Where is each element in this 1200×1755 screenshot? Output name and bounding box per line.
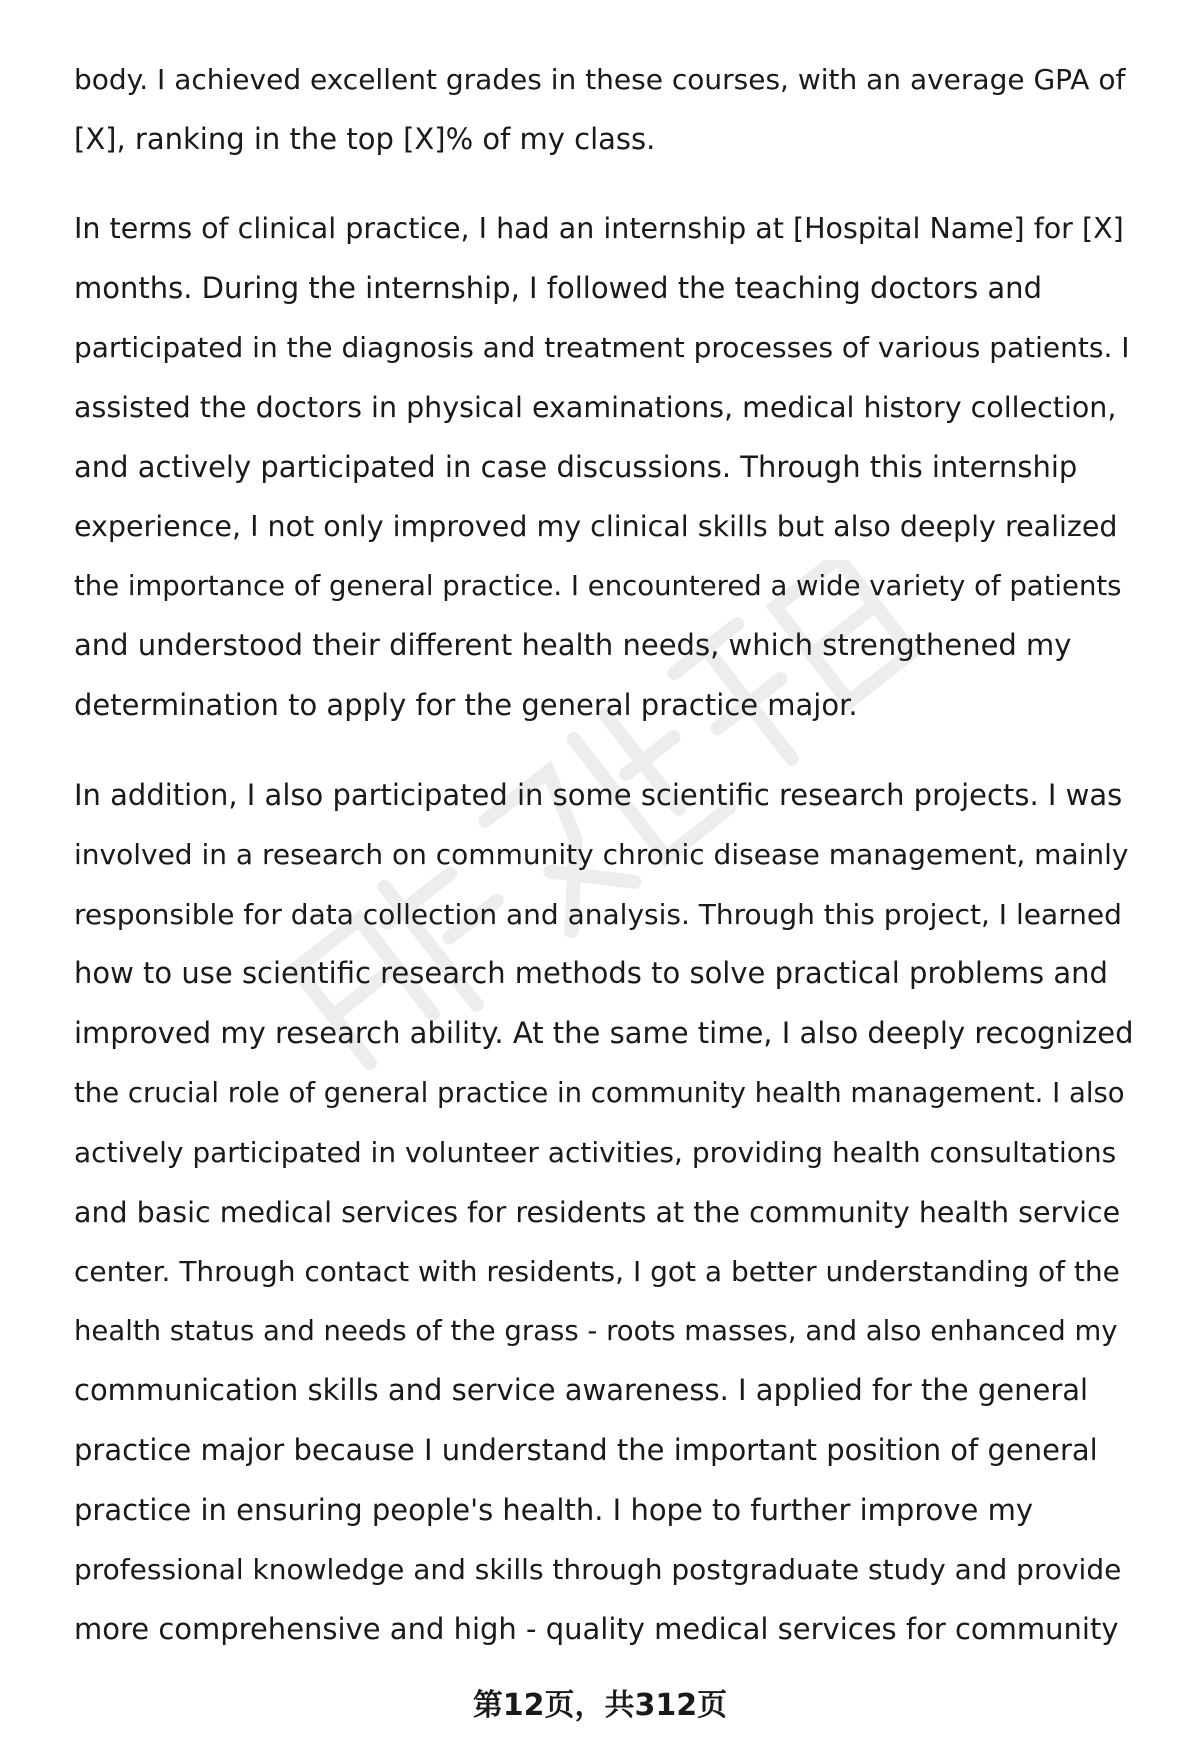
paragraph-clinical-practice bbox=[74, 199, 1134, 735]
text-line: practice in ensuring people's health. I hope to further improve my bbox=[74, 1492, 1033, 1527]
text-line: In addition, I also participated in some scientific research projects. I was bbox=[74, 777, 1123, 812]
text-line: determination to apply for the general practice major. bbox=[74, 687, 858, 722]
text-line: In terms of clinical practice, I had an internship at [Hospital Name] for [X] bbox=[74, 212, 1124, 246]
text-line: body. I achieved excellent grades in these courses, with an average GPA of bbox=[74, 63, 1126, 96]
text-line: and understood their different health needs, which strengthened my bbox=[74, 628, 1072, 663]
text-line: practice major because I understand the important position of general bbox=[74, 1433, 1098, 1468]
text-line: how to use scientific research methods to solve practical problems and bbox=[74, 956, 1108, 991]
text-line: the importance of general practice. I encountered a wide variety of patients bbox=[74, 569, 1122, 602]
text-line: more comprehensive and high - quality medical services for community bbox=[74, 1611, 1119, 1646]
text-line: health status and needs of the grass - roots masses, and also enhanced my bbox=[74, 1314, 1118, 1347]
text-line: participated in the diagnosis and treatment processes of various patients. I bbox=[74, 331, 1130, 365]
text-line: communication skills and service awareness. I applied for the general bbox=[74, 1373, 1089, 1408]
text-line: and basic medical services for residents at the community health service bbox=[74, 1195, 1121, 1229]
text-line: center. Through contact with residents, I got a better understanding of the bbox=[74, 1255, 1120, 1289]
paragraph-academics bbox=[74, 50, 1134, 169]
text-line: [X], ranking in the top [X]% of my class. bbox=[74, 121, 656, 156]
text-line: the crucial role of general practice in community health management. I also bbox=[74, 1076, 1125, 1109]
text-line: improved my research ability. At the same time, I also deeply recognized bbox=[74, 1015, 1134, 1050]
text-line: months. During the internship, I followed the teaching doctors and bbox=[74, 270, 1042, 305]
paragraph-research-volunteering bbox=[74, 766, 1134, 1660]
document-body bbox=[74, 50, 1134, 1689]
page-number-footer: 第12页，共312页 bbox=[472, 1688, 728, 1723]
text-line: professional knowledge and skills through postgraduate study and provide bbox=[74, 1553, 1122, 1587]
text-line: experience, I not only improved my clinical skills but also deeply realized bbox=[74, 510, 1118, 544]
text-line: responsible for data collection and analysis. Through this project, I learned bbox=[74, 897, 1122, 931]
text-line: involved in a research on community chronic disease management, mainly bbox=[74, 838, 1129, 872]
text-line: and actively participated in case discussions. Through this internship bbox=[74, 449, 1078, 484]
text-line: assisted the doctors in physical examinations, medical history collection, bbox=[74, 390, 1117, 424]
text-line: actively participated in volunteer activities, providing health consultations bbox=[74, 1136, 1117, 1170]
